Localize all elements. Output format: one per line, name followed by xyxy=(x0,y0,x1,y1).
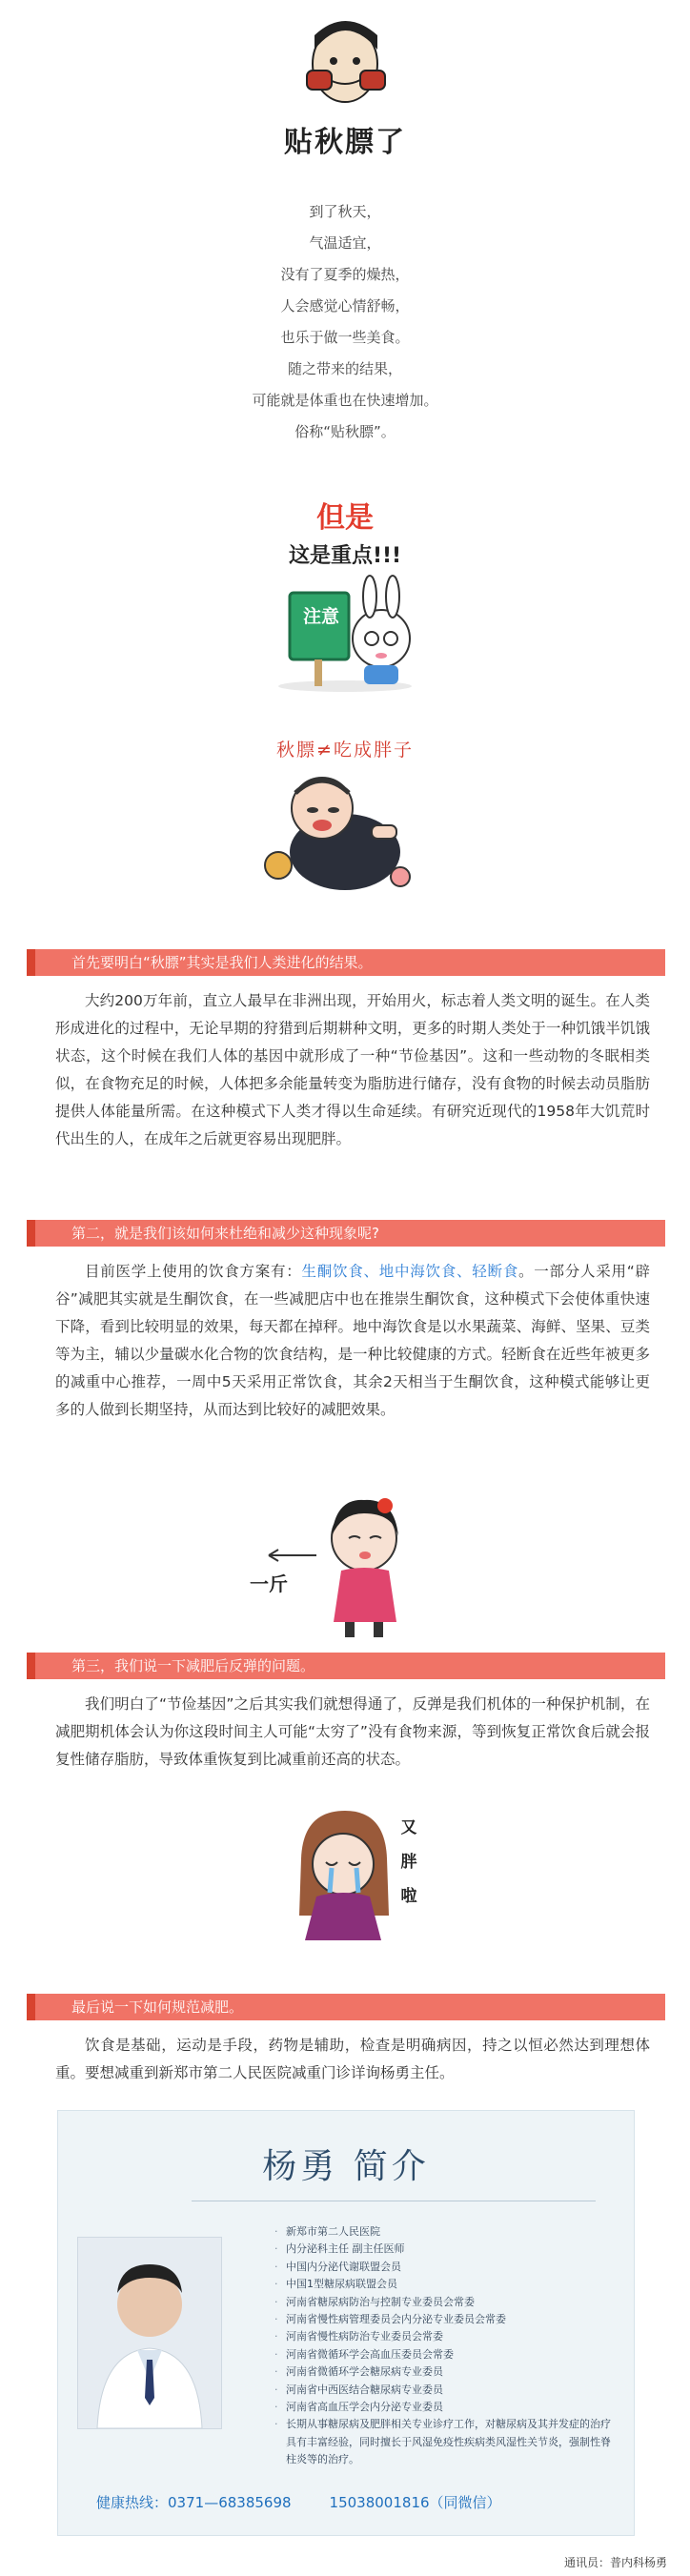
credential-item: · 中国内分泌代谢联盟会员 xyxy=(273,2259,611,2276)
girl-one-jin-icon xyxy=(250,1479,440,1641)
sticker-man-icon xyxy=(295,11,395,107)
intro-line: 随之带来的结果， xyxy=(287,360,402,377)
hotline-phone-2: 15038001816（同微信） xyxy=(329,2494,501,2511)
intro-line: 人会感觉心情舒畅， xyxy=(280,297,410,314)
credential-item: · 河南省微循环学会高血压委员会常委 xyxy=(273,2346,611,2363)
fat-again-char: 胖 xyxy=(400,1853,417,1872)
intro-line: 气温适宜， xyxy=(309,234,381,252)
credential-item: · 中国1型糖尿病联盟会员 xyxy=(273,2276,611,2293)
credential-item: · 河南省中西医结合糖尿病专业委员 xyxy=(273,2382,611,2399)
doctor-photo xyxy=(77,2237,222,2429)
section-heading-bar xyxy=(27,1994,665,2020)
intro-line: 没有了夏季的燥热， xyxy=(280,266,410,283)
credential-item: · 河南省慢性病防治专业委员会常委 xyxy=(273,2328,611,2345)
inequality-heading: 秋膘≠吃成胖子 xyxy=(276,740,414,761)
hotline xyxy=(96,2492,501,2512)
credential-item: · 内分泌科主任 副主任医师 xyxy=(273,2241,611,2258)
intro-line: 可能就是体重也在快速增加。 xyxy=(252,392,438,409)
credential-item: · 河南省微循环学会糖尿病专业委员 xyxy=(273,2363,611,2381)
fat-again-char: 又 xyxy=(400,1818,417,1837)
section-1-heading: 首先要明白“秋膘”其实是我们人类进化的结果。 xyxy=(71,954,373,971)
reporter-credit: 通讯员：普内科杨勇 xyxy=(563,2556,667,2569)
but-heading: 但是 xyxy=(316,501,374,535)
intro-line: 也乐于做一些美食。 xyxy=(280,329,410,346)
intro-poem xyxy=(0,196,690,448)
credentials-list xyxy=(273,2223,611,2469)
section-heading-bar xyxy=(27,1220,665,1247)
key-point-heading: 这是重点!!! xyxy=(288,544,402,568)
credential-item: · 河南省糖尿病防治与控制专业委员会常委 xyxy=(273,2294,611,2311)
doctor-profile-card xyxy=(57,2110,635,2536)
credential-item: · 新郑市第二人民医院 xyxy=(273,2223,611,2241)
chubby-eating-icon xyxy=(257,764,429,898)
one-jin-label: 一斤 xyxy=(250,1572,288,1595)
section-2-heading: 第二，就是我们该如何来杜绝和减少这种现象呢? xyxy=(71,1225,379,1242)
diet-plans-intro: 目前医学上使用的饮食方案有： xyxy=(85,1263,302,1280)
hotline-label: 健康热线： xyxy=(96,2494,169,2511)
section-3-heading: 第三，我们说一下减肥后反弹的问题。 xyxy=(71,1657,315,1674)
credential-item: · 长期从事糖尿病及肥胖相关专业诊疗工作，对糖尿病及其并发症的治疗具有丰富经验，同时擅长于风湿免疫性疾病类风湿性关节炎，强制性脊柱炎等的治疗。 xyxy=(273,2416,611,2468)
credential-item: · 河南省慢性病管理委员会内分泌专业委员会常委 xyxy=(273,2311,611,2328)
section-1-paragraph: 大约200万年前，直立人最早在非洲出现，开始用火，标志着人类文明的诞生。在人类形成进化的过程中，无论早期的狩猎到后期耕种文明，更多的时期人类处于一种饥饿半饥饿状态，这个时候在我们人体的基因中就形成了一种“节俭基因”。这和一些动物的冬眠相类似，在食物充足的时候，人体把多余能量转变为脂肪进行储存，没有食物的时候去动员脂肪提供人体能量所需。在这种模式下人类才得以生命延续。有研究近现代的1958年大饥荒时代出生的人，在成年之后就更容易出现肥胖。 xyxy=(55,992,650,1147)
section-heading-bar xyxy=(27,949,665,976)
credential-item: · 河南省高血压学会内分泌专业委员 xyxy=(273,2399,611,2416)
intro-line: 俗称“贴秋膘”。 xyxy=(294,423,396,440)
attention-rabbit-icon xyxy=(269,572,421,694)
section-heading-bar xyxy=(27,1653,665,1679)
section-4-paragraph: 饮食是基础，运动是手段，药物是辅助，检查是明确病因，持之以恒必然达到理想体重。要想减重到新郑市第二人民医院减重门诊详询杨勇主任。 xyxy=(55,2037,650,2081)
intro-line: 到了秋天， xyxy=(309,203,381,220)
hotline-phone-1: 0371—68385698 xyxy=(168,2494,292,2511)
profile-title: 杨勇 简介 xyxy=(262,2147,430,2186)
section-2-paragraph xyxy=(55,1258,650,1424)
fat-again-char: 啦 xyxy=(400,1887,417,1906)
diet-plans-highlight: 生酮饮食、地中海饮食、轻断食 xyxy=(301,1263,518,1280)
fat-again-text xyxy=(395,1811,423,1914)
page-title: 贴秋膘了 xyxy=(284,126,406,159)
diet-plans-detail: 。一部分人采用“辟谷”减肥其实就是生酮饮食，在一些减肥店中也在推崇生酮饮食，这种模式下会使体重快速下降，看到比较明显的效果，每天都在掉秤。地中海饮食是以水果蔬菜、海鲜、坚果、豆类等为主，辅以少量碳水化合物的饮食结构，是一种比较健康的方式。轻断食在近些年被更多的减重中心推荐，一周中5天采用正常饮食，其余2天相当于生酮饮食，这种模式能够让更多的人做到长期坚持，从而达到比较好的减肥效果。 xyxy=(55,1263,650,1418)
attention-sticker-text: 注意 xyxy=(302,606,339,627)
section-3-paragraph: 我们明白了“节俭基因”之后其实我们就想得通了，反弹是我们机体的一种保护机制，在减肥期机体会认为你这段时间主人可能“太穷了”没有食物来源，等到恢复正常饮食后就会报复性储存脂肪，导致体重恢复到比减重前还高的状态。 xyxy=(55,1695,650,1768)
section-4-heading: 最后说一下如何规范减肥。 xyxy=(71,1998,244,2016)
